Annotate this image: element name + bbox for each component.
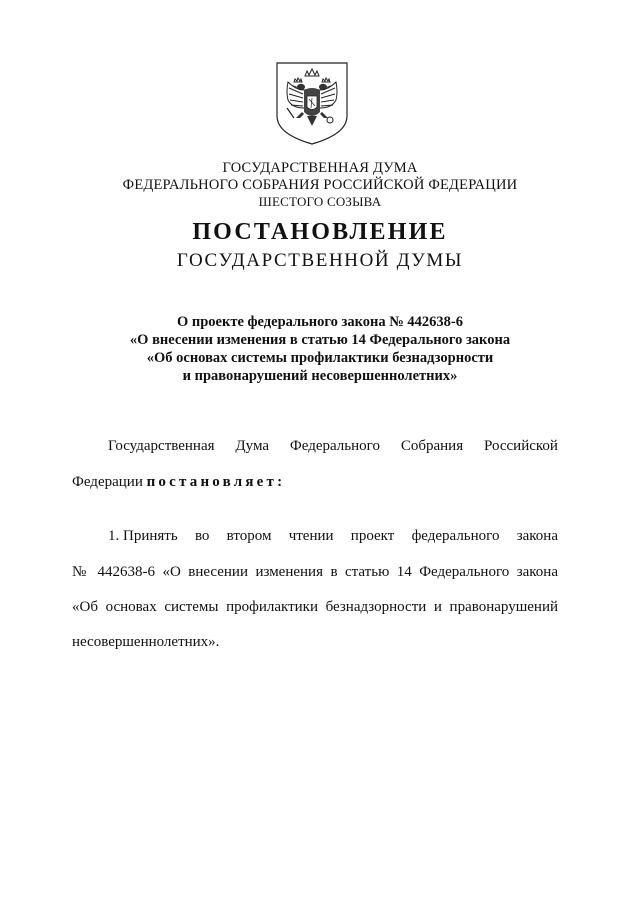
subject-line: «О внесении изменения в статью 14 Федерального закона bbox=[129, 332, 511, 348]
clause-word: во bbox=[194, 528, 210, 544]
preamble-prefix: Федерации bbox=[72, 474, 143, 490]
clause-word: федерального bbox=[411, 528, 500, 544]
clause-1-line-4: несовершеннолетних». bbox=[72, 634, 220, 650]
clause-word: 1. Принять bbox=[108, 528, 178, 544]
clause-1-line-1 bbox=[108, 527, 558, 545]
clause-word: проект bbox=[350, 528, 395, 544]
org-title-line-1: ГОСУДАРСТВЕННАЯ ДУМА bbox=[222, 160, 418, 176]
subject-line: О проекте федерального закона № 442638-6 bbox=[176, 314, 464, 330]
subject-line: и правонарушений несовершеннолетних» bbox=[182, 368, 458, 384]
resolution-subject bbox=[0, 313, 640, 385]
preamble-line-1 bbox=[108, 437, 558, 455]
russian-coat-of-arms-icon bbox=[274, 60, 350, 146]
preamble-word: Собрания bbox=[400, 438, 464, 454]
org-title-line-3: ШЕСТОГО СОЗЫВА bbox=[258, 194, 382, 209]
clause-1-line-2: № 442638-6 «О внесении изменения в статью 14 Федерального закона bbox=[72, 564, 558, 580]
clause-word: втором bbox=[226, 528, 272, 544]
document-issuer-heading: ГОСУДАРСТВЕННОЙ ДУМЫ bbox=[176, 250, 464, 271]
clause-word: чтении bbox=[288, 528, 334, 544]
resolves-word: постановляет: bbox=[146, 474, 286, 490]
preamble-word: Государственная bbox=[108, 438, 215, 454]
document-type-heading: ПОСТАНОВЛЕНИЕ bbox=[192, 219, 448, 245]
clause-1-line-3: «Об основах системы профилактики безнадзорности и правонарушений bbox=[72, 599, 558, 615]
clause-word: закона bbox=[516, 528, 558, 544]
org-title-line-2: ФЕДЕРАЛЬНОГО СОБРАНИЯ РОССИЙСКОЙ ФЕДЕРАЦИИ bbox=[122, 177, 518, 193]
preamble-line-2 bbox=[72, 473, 285, 491]
subject-line: «Об основах системы профилактики безнадзорности bbox=[146, 350, 494, 366]
preamble-word: Дума bbox=[235, 438, 270, 454]
preamble-word: Российской bbox=[484, 438, 558, 454]
preamble-word: Федерального bbox=[289, 438, 380, 454]
